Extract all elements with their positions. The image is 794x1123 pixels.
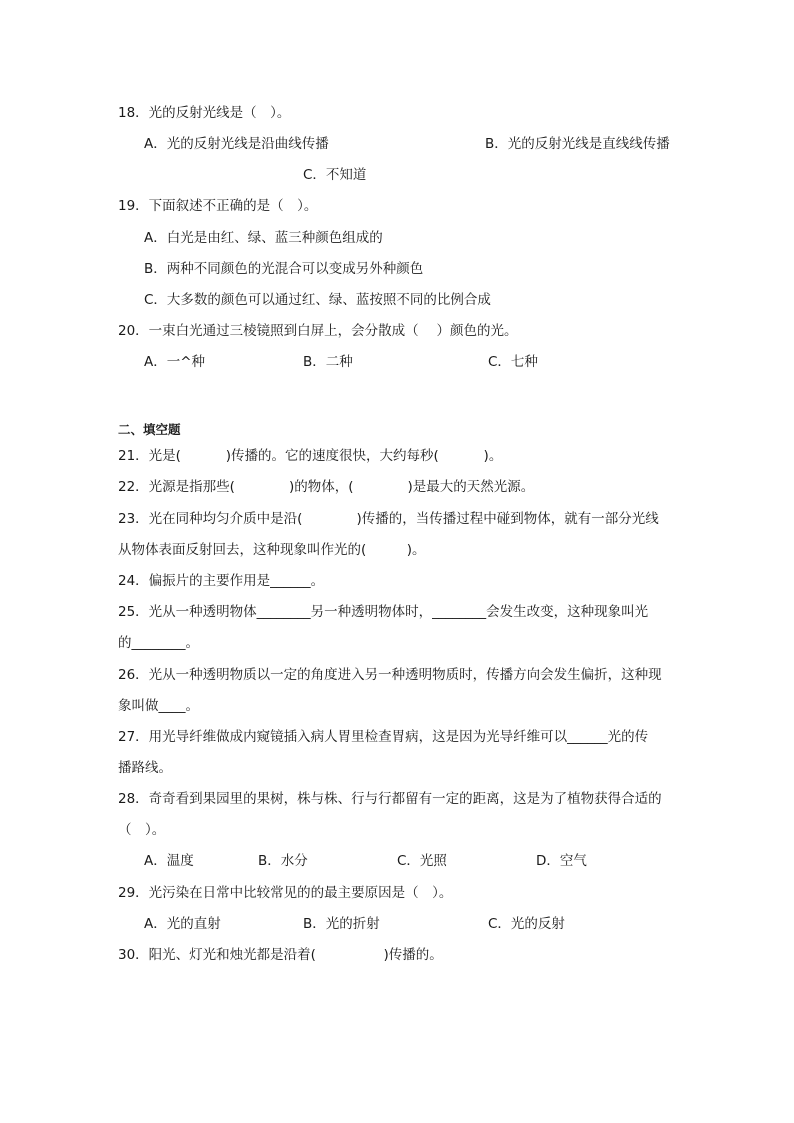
question-20-option-b: B．二种 — [303, 354, 353, 370]
question-28-option-d: D．空气 — [536, 853, 587, 869]
question-29-option-c: C．光的反射 — [488, 916, 565, 932]
question-19-stem: 19．下面叙述不正确的是（ ）。 — [118, 198, 318, 214]
question-29-option-b: B．光的折射 — [303, 916, 380, 932]
question-24: 24．偏振片的主要作用是______。 — [118, 573, 325, 589]
question-27-line-2: 播路线。 — [118, 760, 172, 776]
question-29-option-a: A．光的直射 — [144, 916, 221, 932]
question-28-option-b: B．水分 — [258, 853, 308, 869]
question-28-line-1: 28．奇奇看到果园里的果树，株与株、行与行都留有一定的距离，这是为了植物获得合适的 — [118, 791, 662, 807]
question-27-line-1: 27．用光导纤维做成内窥镜插入病人胃里检查胃病，这是因为光导纤维可以______光的传 — [118, 729, 649, 745]
question-28-option-a: A．温度 — [144, 853, 194, 869]
question-25-line-1: 25．光从一种透明物体________另一种透明物体时，________会发生改变，这种现象叫光 — [118, 604, 649, 620]
section-title-fill-in: 二、填空题 — [118, 422, 181, 437]
question-29-stem: 29．光污染在日常中比较常见的的最主要原因是（ ）。 — [118, 885, 453, 901]
question-18-option-b: B．光的反射光线是直线线传播 — [485, 136, 670, 152]
question-18-stem: 18．光的反射光线是（ ）。 — [118, 105, 291, 121]
question-28-line-2: （ ）。 — [118, 822, 166, 838]
question-20-option-c: C．七种 — [488, 354, 538, 370]
question-19-option-b: B．两种不同颜色的光混合可以变成另外种颜色 — [144, 261, 424, 277]
question-28-option-c: C．光照 — [397, 853, 447, 869]
question-26-line-2: 象叫做____。 — [118, 698, 199, 714]
question-19-option-c: C．大多数的颜色可以通过红、绿、蓝按照不同的比例合成 — [144, 292, 491, 308]
question-20-option-a: A．一^种 — [144, 354, 206, 370]
question-23-line-1: 23．光在同种均匀介质中是沿( )传播的，当传播过程中碰到物体，就有一部分光线 — [118, 511, 659, 527]
question-23-line-2: 从物体表面反射回去，这种现象叫作光的( )。 — [118, 542, 426, 558]
question-30: 30．阳光、灯光和烛光都是沿着( )传播的。 — [118, 947, 443, 963]
question-20-stem: 20．一束白光通过三棱镜照到白屏上，会分散成（ ）颜色的光。 — [118, 323, 518, 339]
question-25-line-2: 的________。 — [118, 635, 199, 651]
question-18-option-a: A．光的反射光线是沿曲线传播 — [144, 136, 329, 152]
question-21: 21．光是( )传播的。它的速度很快，大约每秒( )。 — [118, 448, 503, 464]
question-18-option-c: C．不知道 — [303, 167, 367, 183]
question-22: 22．光源是指那些( )的物体，( )是最大的天然光源。 — [118, 479, 535, 495]
question-19-option-a: A．白光是由红、绿、蓝三种颜色组成的 — [144, 230, 383, 246]
question-26-line-1: 26．光从一种透明物质以一定的角度进入另一种透明物质时，传播方向会发生偏折，这种现 — [118, 667, 662, 683]
